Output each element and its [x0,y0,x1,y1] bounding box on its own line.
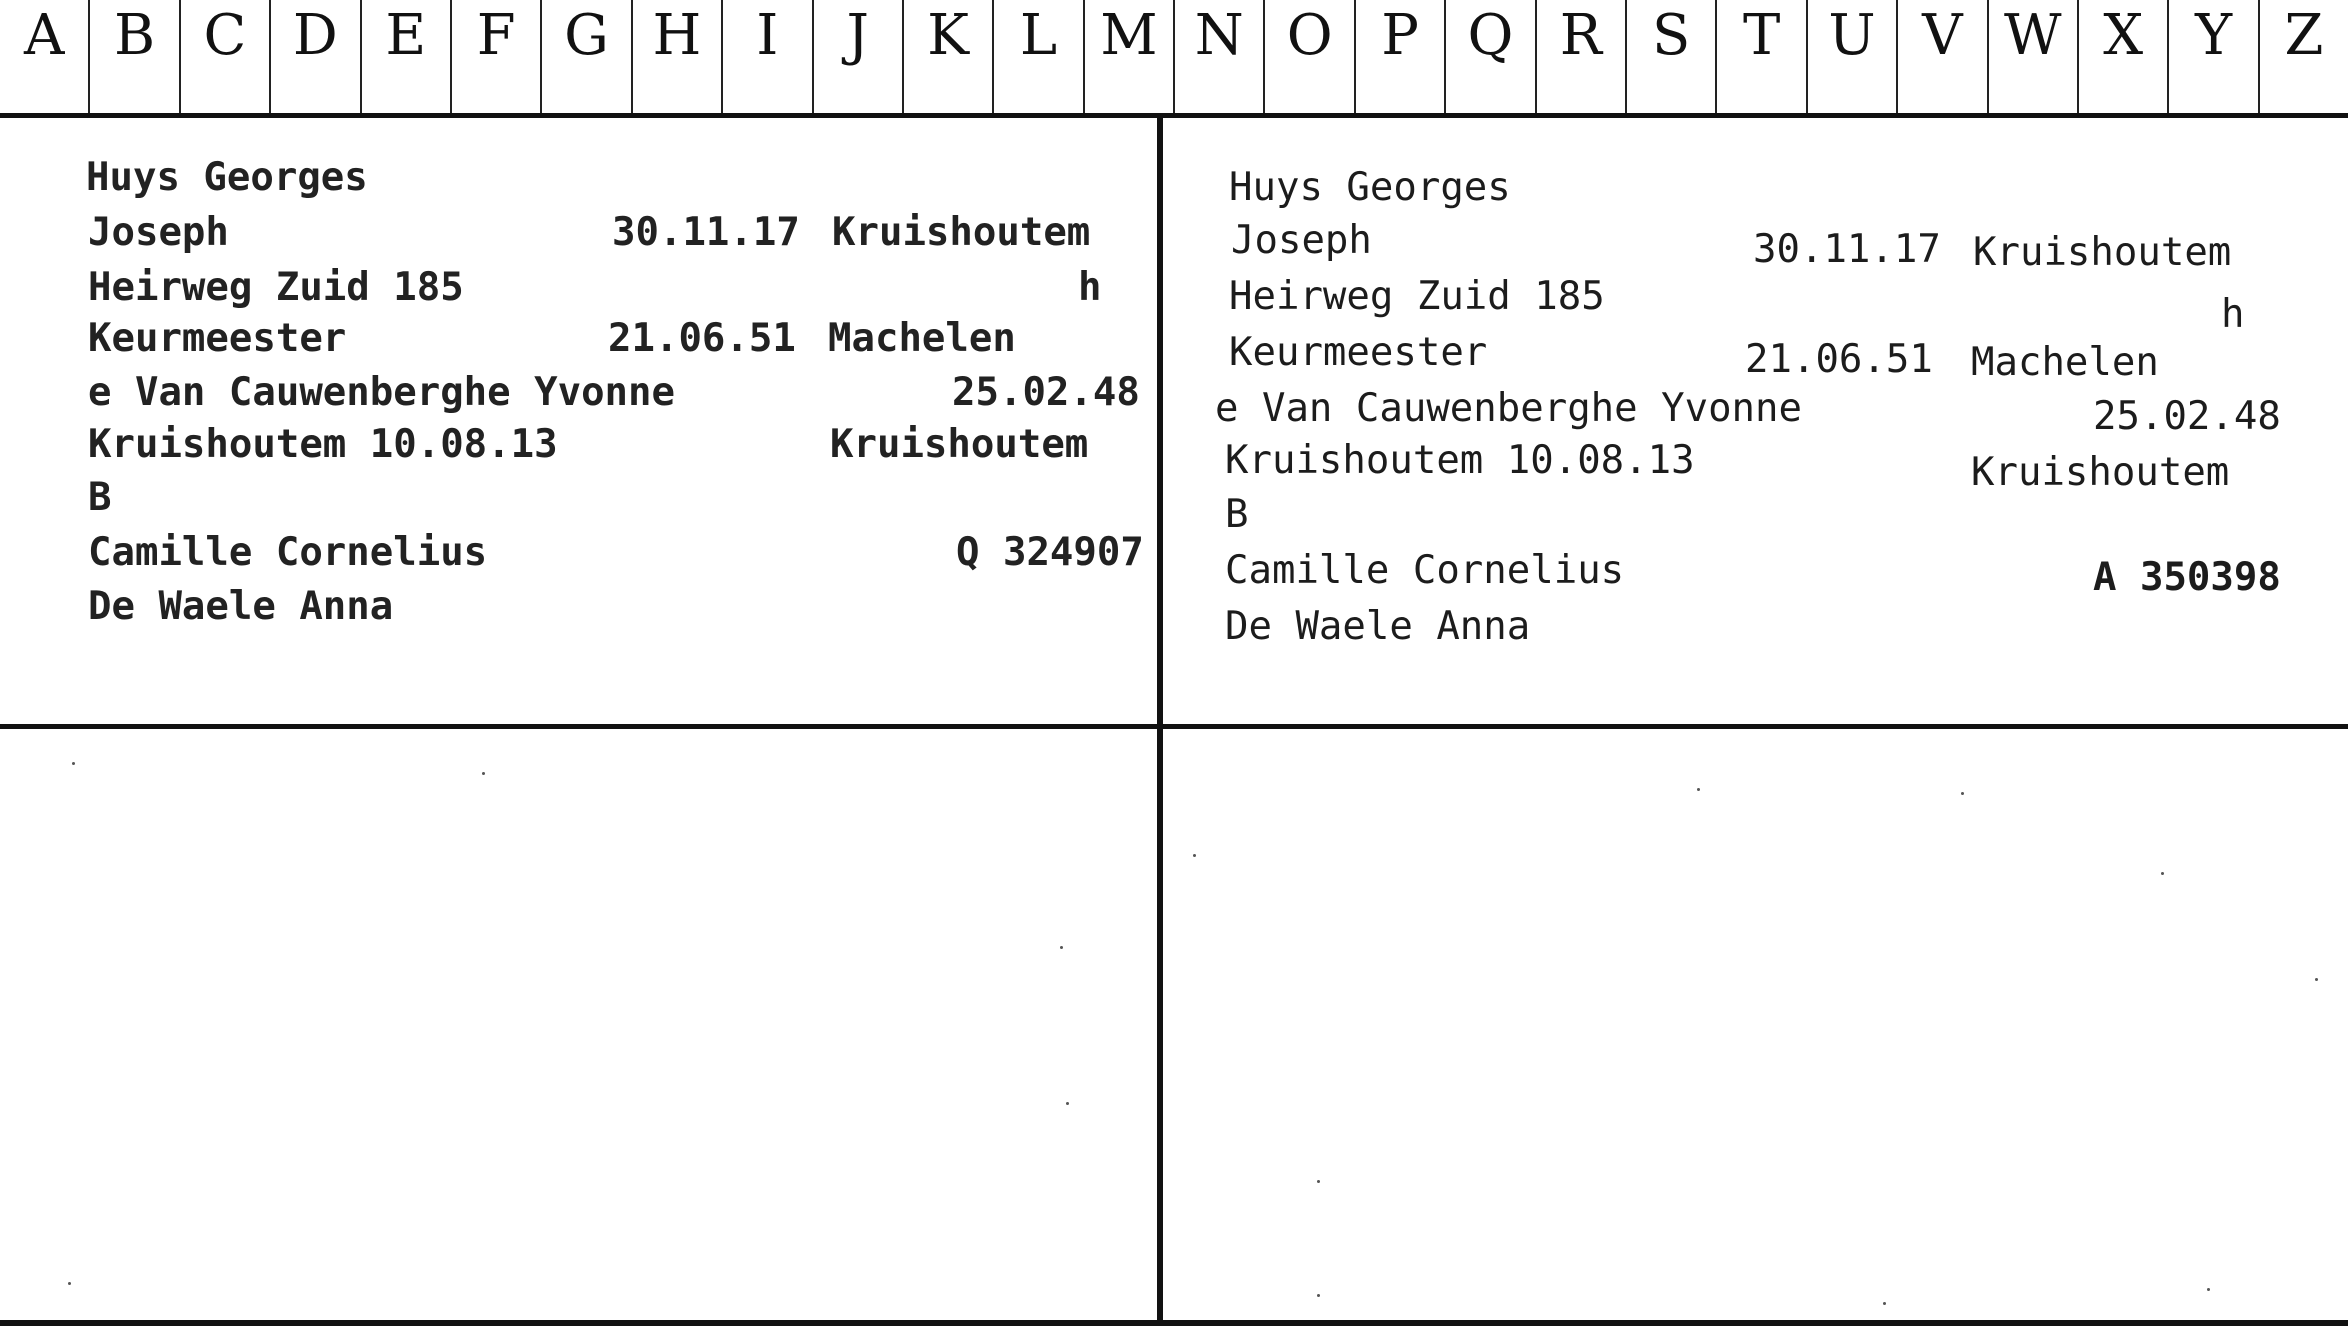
second-name: Joseph [1231,218,1372,263]
index-letter-n [1173,0,1263,113]
birth-place: Kruishoutem [832,210,1091,255]
second-place: Machelen [828,316,1016,361]
index-letter-label: K [927,3,970,68]
index-letter-o [1263,0,1353,113]
index-letter-label: Y [2195,3,2233,68]
index-letter-r [1535,0,1625,113]
index-letter-label: Z [2284,3,2324,68]
sex-code: h [2221,292,2245,337]
address: Heirweg Zuid 185 [1229,274,1605,319]
index-letter-d [269,0,359,113]
index-letter-label: L [1019,3,1058,68]
index-letter-label: P [1381,3,1419,68]
father-name: Camille Cornelius [88,530,488,575]
index-letter-m [1083,0,1173,113]
index-letter-v [1896,0,1986,113]
alphabet-index-strip [0,0,2348,118]
index-letter-w [1987,0,2077,113]
index-letter-label: E [385,3,427,68]
second-place: Machelen [1971,340,2159,385]
card-bottom-left-empty [0,730,1157,1320]
index-letter-label: A [23,3,65,68]
card-top-right [1163,123,2348,724]
index-letter-f [450,0,540,113]
index-letter-p [1354,0,1444,113]
index-letter-i [721,0,811,113]
index-letter-label: O [1286,3,1333,68]
marriage-place: Kruishoutem [1971,450,2230,495]
index-letter-label: Q [1467,3,1514,68]
index-letter-k [902,0,992,113]
index-letter-e [360,0,450,113]
index-letter-x [2077,0,2167,113]
code-letter: B [1225,492,1249,537]
index-letter-label: F [476,3,516,68]
registry-number: A 350398 [2093,555,2281,600]
second-date: 21.06.51 [1745,337,1933,382]
code-letter: B [88,475,112,520]
registry-number: Q 324907 [956,530,1144,575]
index-letter-c [179,0,269,113]
index-letter-label: M [1100,3,1158,68]
index-letter-label: V [1922,3,1963,68]
card-top-left [0,123,1157,724]
index-letter-label: C [203,3,247,68]
residence: Kruishoutem 10.08.13 [1225,438,1695,483]
index-letter-label: R [1559,3,1602,68]
index-letter-s [1625,0,1715,113]
index-letter-label: G [564,3,609,68]
index-letter-b [88,0,178,113]
father-name: Camille Cornelius [1225,548,1625,593]
index-letter-y [2167,0,2257,113]
sex-code: h [1078,265,1102,310]
index-letter-label: H [652,3,702,68]
birth-date: 30.11.17 [612,210,800,255]
index-letter-g [540,0,630,113]
index-letter-q [1444,0,1534,113]
index-letter-label: B [114,3,156,68]
index-letter-label: D [292,3,338,68]
horizontal-divider [0,724,2348,729]
index-letter-label: I [756,3,779,68]
index-letter-label: X [2103,3,2144,68]
index-letter-j [812,0,902,113]
second-name: Joseph [88,210,229,255]
surname-given-name: Huys Georges [1229,165,1511,210]
index-letter-h [631,0,721,113]
birth-date: 30.11.17 [1753,227,1941,272]
index-letter-label: N [1194,3,1244,68]
surname-given-name: Huys Georges [86,155,368,200]
marriage-date: 25.02.48 [952,370,1140,415]
index-letter-label: T [1742,3,1781,68]
mother-name: De Waele Anna [88,584,394,629]
index-letter-label: W [2004,3,2062,68]
residence: Kruishoutem 10.08.13 [88,422,558,467]
marriage-date: 25.02.48 [2093,394,2281,439]
index-letter-a [0,0,88,113]
index-letter-label: S [1652,3,1691,68]
index-letter-t [1715,0,1805,113]
card-bottom-right-empty [1163,730,2348,1320]
address: Heirweg Zuid 185 [88,265,464,310]
occupation: Keurmeester [88,316,347,361]
mother-name: De Waele Anna [1225,604,1531,649]
occupation: Keurmeester [1229,330,1488,375]
marriage-place: Kruishoutem [830,422,1089,467]
index-letter-label: J [846,3,869,68]
index-letter-u [1806,0,1896,113]
spouse-name: e Van Cauwenberghe Yvonne [1215,386,1802,431]
birth-place: Kruishoutem [1973,230,2232,275]
index-letter-l [992,0,1082,113]
bottom-border [0,1320,2348,1326]
index-letter-label: U [1828,3,1876,68]
index-letter-z [2258,0,2348,113]
spouse-name: e Van Cauwenberghe Yvonne [88,370,675,415]
second-date: 21.06.51 [608,316,796,361]
